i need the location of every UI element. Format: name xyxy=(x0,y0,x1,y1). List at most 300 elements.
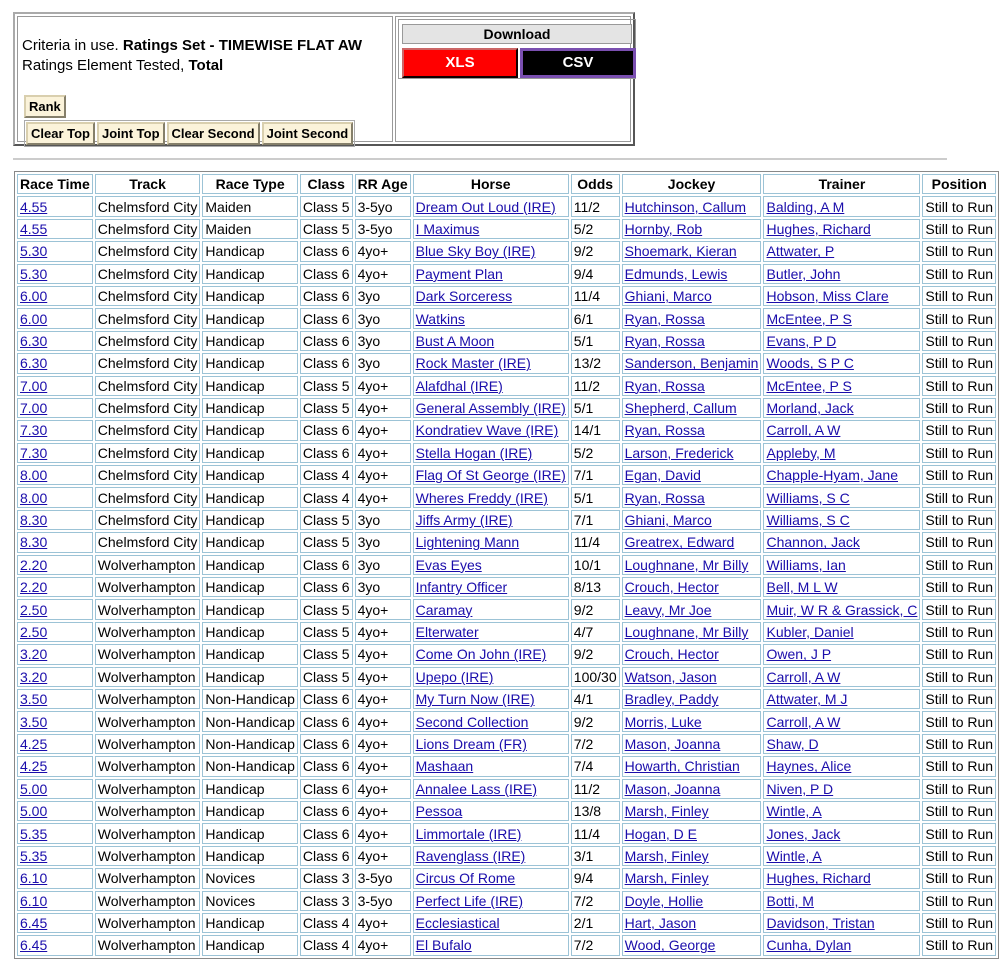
track-cell: Wolverhampton xyxy=(95,846,201,866)
position-cell: Still to Run xyxy=(922,510,996,530)
odds-cell: 9/4 xyxy=(571,868,620,888)
race-time-link[interactable]: 4.25 xyxy=(20,758,48,775)
horse-link[interactable]: Wheres Freddy (IRE) xyxy=(415,489,548,506)
jockey-link[interactable]: Ryan, Rossa xyxy=(624,377,705,394)
horse-link[interactable]: Dream Out Loud (IRE) xyxy=(415,198,556,215)
horse-link[interactable]: Elterwater xyxy=(415,624,479,640)
age-cell: 3yo xyxy=(355,555,411,575)
horse-link[interactable]: Dark Sorceress xyxy=(415,288,513,305)
class-cell: Class 6 xyxy=(300,241,353,261)
jockey-link[interactable]: Sanderson, Benjamin xyxy=(624,355,759,372)
race-time-link[interactable]: 6.00 xyxy=(20,288,48,305)
jockey-link[interactable]: Ghiani, Marco xyxy=(624,512,712,529)
header-race-time: Race Time xyxy=(17,174,93,194)
track-cell: Chelmsford City xyxy=(95,241,201,261)
jockey-cell xyxy=(622,913,762,933)
jockey-link[interactable]: Leavy, Mr Joe xyxy=(624,601,712,618)
jockey-link[interactable]: Loughnane, Mr Billy xyxy=(624,624,749,640)
age-cell: 3yo xyxy=(355,577,411,597)
race-time-link[interactable]: 7.00 xyxy=(20,377,48,394)
trainer-cell xyxy=(763,465,920,485)
table-row xyxy=(17,779,996,799)
odds-cell: 9/2 xyxy=(571,711,620,731)
horse-cell xyxy=(413,913,569,933)
table-row xyxy=(17,913,996,933)
horse-link[interactable]: El Bufalo xyxy=(415,937,472,954)
class-cell: Class 6 xyxy=(300,734,353,754)
track-cell: Chelmsford City xyxy=(95,487,201,507)
trainer-link[interactable]: Channon, Jack xyxy=(766,534,860,551)
trainer-link[interactable]: Hughes, Richard xyxy=(766,220,871,237)
jockey-link[interactable]: Ghiani, Marco xyxy=(624,288,712,305)
odds-cell: 3/1 xyxy=(571,846,620,866)
table-row xyxy=(17,219,996,239)
criteria-info xyxy=(17,16,393,142)
race-time-link[interactable]: 3.50 xyxy=(20,713,48,730)
age-cell: 4yo+ xyxy=(355,420,411,440)
trainer-link[interactable]: Morland, Jack xyxy=(766,400,854,417)
race-type-cell: Novices xyxy=(202,868,298,888)
race-time-link[interactable]: 5.00 xyxy=(20,803,48,820)
trainer-link[interactable]: Bell, M L W xyxy=(766,579,838,596)
race-time-cell xyxy=(17,443,93,463)
trainer-link[interactable]: Niven, P D xyxy=(766,780,834,797)
position-cell: Still to Run xyxy=(922,667,996,687)
table-row xyxy=(17,465,996,485)
jockey-link[interactable]: Howarth, Christian xyxy=(624,758,740,775)
race-time-link[interactable]: 2.20 xyxy=(20,556,48,573)
trainer-link[interactable]: Kubler, Daniel xyxy=(766,624,854,640)
trainer-link[interactable]: Carroll, A W xyxy=(766,422,841,439)
trainer-cell xyxy=(763,420,920,440)
horse-link[interactable]: Pessoa xyxy=(415,803,463,820)
class-cell: Class 6 xyxy=(300,756,353,776)
horse-cell xyxy=(413,801,569,821)
horse-link[interactable]: Annalee Lass (IRE) xyxy=(415,780,538,797)
horse-cell xyxy=(413,331,569,351)
odds-cell: 11/2 xyxy=(571,196,620,216)
horse-link[interactable]: Watkins xyxy=(415,310,465,327)
position-cell: Still to Run xyxy=(922,935,996,955)
odds-cell: 9/2 xyxy=(571,241,620,261)
jockey-link[interactable]: Larson, Frederick xyxy=(624,444,734,461)
race-time-link[interactable]: 8.30 xyxy=(20,534,48,551)
position-cell: Still to Run xyxy=(922,801,996,821)
clear-second-button[interactable]: Clear Second xyxy=(167,122,260,145)
age-cell: 4yo+ xyxy=(355,465,411,485)
trainer-cell xyxy=(763,734,920,754)
race-type-cell: Handicap xyxy=(202,577,298,597)
jockey-link[interactable]: Watson, Jason xyxy=(624,668,717,685)
race-time-link[interactable]: 2.50 xyxy=(20,624,48,640)
trainer-link[interactable]: Owen, J P xyxy=(766,646,832,663)
jockey-cell xyxy=(622,846,762,866)
rank-button[interactable]: Rank xyxy=(24,95,66,118)
jockey-link[interactable]: Crouch, Hector xyxy=(624,646,719,663)
class-cell: Class 5 xyxy=(300,510,353,530)
race-time-cell xyxy=(17,376,93,396)
horse-link[interactable]: Stella Hogan (IRE) xyxy=(415,444,533,461)
trainer-link[interactable]: McEntee, P S xyxy=(766,310,852,327)
jockey-link[interactable]: Wood, George xyxy=(624,937,716,954)
track-cell: Wolverhampton xyxy=(95,599,201,619)
track-cell: Chelmsford City xyxy=(95,376,201,396)
horse-link[interactable]: General Assembly (IRE) xyxy=(415,400,566,417)
track-cell: Chelmsford City xyxy=(95,443,201,463)
horse-link[interactable]: Perfect Life (IRE) xyxy=(415,892,523,909)
table-row xyxy=(17,823,996,843)
race-time-link[interactable]: 5.35 xyxy=(20,847,48,864)
jockey-link[interactable]: Marsh, Finley xyxy=(624,847,709,864)
jockey-cell xyxy=(622,644,762,664)
jockey-link[interactable]: Loughnane, Mr Billy xyxy=(624,556,749,573)
header-track: Track xyxy=(95,174,201,194)
jockey-link[interactable]: Edmunds, Lewis xyxy=(624,265,728,282)
jockey-cell xyxy=(622,577,762,597)
odds-cell: 11/4 xyxy=(571,532,620,552)
horse-cell xyxy=(413,196,569,216)
trainer-cell xyxy=(763,532,920,552)
jockey-link[interactable]: Ryan, Rossa xyxy=(624,489,705,506)
class-cell: Class 6 xyxy=(300,264,353,284)
horse-link[interactable]: I Maximus xyxy=(415,220,480,237)
horse-cell xyxy=(413,868,569,888)
track-cell: Wolverhampton xyxy=(95,644,201,664)
jockey-link[interactable]: Hart, Jason xyxy=(624,915,697,932)
trainer-link[interactable]: Williams, S C xyxy=(766,489,850,506)
jockey-link[interactable]: Hutchinson, Callum xyxy=(624,198,746,215)
race-time-link[interactable]: 6.45 xyxy=(20,937,48,954)
jockey-link[interactable]: Hogan, D E xyxy=(624,825,697,842)
jockey-cell xyxy=(622,398,762,418)
race-type-cell: Novices xyxy=(202,891,298,911)
table-row xyxy=(17,644,996,664)
jockey-link[interactable]: Mason, Joanna xyxy=(624,735,721,752)
trainer-link[interactable]: Balding, A M xyxy=(766,198,845,215)
race-time-link[interactable]: 8.00 xyxy=(20,489,48,506)
trainer-link[interactable]: Evans, P D xyxy=(766,332,837,349)
jockey-cell xyxy=(622,420,762,440)
trainer-link[interactable]: Appleby, M xyxy=(766,444,836,461)
download-panel xyxy=(395,16,631,142)
jockey-cell xyxy=(622,756,762,776)
horse-link[interactable]: Rock Master (IRE) xyxy=(415,355,531,372)
race-time-cell xyxy=(17,644,93,664)
race-time-link[interactable]: 6.30 xyxy=(20,332,48,349)
horse-cell xyxy=(413,510,569,530)
race-time-cell xyxy=(17,331,93,351)
trainer-link[interactable]: Cunha, Dylan xyxy=(766,937,852,954)
age-cell: 4yo+ xyxy=(355,689,411,709)
jockey-link[interactable]: Ryan, Rossa xyxy=(624,332,705,349)
table-row xyxy=(17,622,996,642)
race-type-cell: Handicap xyxy=(202,667,298,687)
horse-link[interactable]: Infantry Officer xyxy=(415,579,508,596)
horse-link[interactable]: Flag Of St George (IRE) xyxy=(415,467,566,484)
jockey-link[interactable]: Bradley, Paddy xyxy=(624,691,719,708)
trainer-link[interactable]: Davidson, Tristan xyxy=(766,915,875,932)
trainer-cell xyxy=(763,935,920,955)
table-row xyxy=(17,353,996,373)
horse-link[interactable]: Lions Dream (FR) xyxy=(415,735,527,752)
race-time-link[interactable]: 2.20 xyxy=(20,579,48,596)
race-time-link[interactable]: 3.20 xyxy=(20,646,48,663)
jockey-link[interactable]: Shepherd, Callum xyxy=(624,400,737,417)
jockey-link[interactable]: Marsh, Finley xyxy=(624,870,709,887)
horse-link[interactable]: Ecclesiastical xyxy=(415,915,500,932)
trainer-link[interactable]: Hobson, Miss Clare xyxy=(766,288,889,305)
clear-top-button[interactable]: Clear Top xyxy=(26,122,95,145)
race-time-cell xyxy=(17,532,93,552)
jockey-link[interactable]: Morris, Luke xyxy=(624,713,702,730)
race-type-cell: Handicap xyxy=(202,510,298,530)
jockey-link[interactable]: Ryan, Rossa xyxy=(624,422,705,439)
jockey-cell xyxy=(622,555,762,575)
jockey-link[interactable]: Marsh, Finley xyxy=(624,803,709,820)
horse-link[interactable]: Jiffs Army (IRE) xyxy=(415,512,513,529)
track-cell: Chelmsford City xyxy=(95,532,201,552)
odds-cell: 13/2 xyxy=(571,353,620,373)
race-time-link[interactable]: 4.55 xyxy=(20,220,48,237)
race-time-link[interactable]: 3.20 xyxy=(20,668,48,685)
horse-link[interactable]: Limmortale (IRE) xyxy=(415,825,522,842)
position-cell: Still to Run xyxy=(922,353,996,373)
position-cell: Still to Run xyxy=(922,913,996,933)
race-type-cell: Handicap xyxy=(202,913,298,933)
race-time-link[interactable]: 4.55 xyxy=(20,198,48,215)
ratings-element-label: Ratings Element Tested, xyxy=(22,57,185,74)
horse-cell xyxy=(413,935,569,955)
jockey-link[interactable]: Shoemark, Kieran xyxy=(624,243,737,260)
position-cell: Still to Run xyxy=(922,823,996,843)
class-cell: Class 4 xyxy=(300,935,353,955)
trainer-link[interactable]: Williams, S C xyxy=(766,512,850,529)
jockey-cell xyxy=(622,891,762,911)
table-row xyxy=(17,398,996,418)
horse-link[interactable]: Upepo (IRE) xyxy=(415,668,494,685)
jockey-cell xyxy=(622,196,762,216)
trainer-cell xyxy=(763,711,920,731)
header-position: Position xyxy=(922,174,996,194)
joint-second-button[interactable]: Joint Second xyxy=(262,122,354,145)
race-type-cell: Handicap xyxy=(202,846,298,866)
horse-link[interactable]: Payment Plan xyxy=(415,265,503,282)
trainer-cell xyxy=(763,913,920,933)
horse-link[interactable]: Bust A Moon xyxy=(415,332,495,349)
horse-link[interactable]: Circus Of Rome xyxy=(415,870,516,887)
jockey-link[interactable]: Ryan, Rossa xyxy=(624,310,705,327)
trainer-link[interactable]: Hughes, Richard xyxy=(766,870,871,887)
trainer-cell xyxy=(763,264,920,284)
trainer-cell xyxy=(763,286,920,306)
trainer-link[interactable]: Attwater, M J xyxy=(766,691,848,708)
track-cell: Wolverhampton xyxy=(95,913,201,933)
trainer-link[interactable]: Carroll, A W xyxy=(766,668,841,685)
position-cell: Still to Run xyxy=(922,376,996,396)
trainer-link[interactable]: Carroll, A W xyxy=(766,713,841,730)
trainer-link[interactable]: Chapple-Hyam, Jane xyxy=(766,467,898,484)
horse-cell xyxy=(413,286,569,306)
horse-cell xyxy=(413,465,569,485)
table-row xyxy=(17,891,996,911)
horse-link[interactable]: Mashaan xyxy=(415,758,474,775)
joint-top-button[interactable]: Joint Top xyxy=(97,122,165,145)
race-time-link[interactable]: 6.30 xyxy=(20,355,48,372)
jockey-cell xyxy=(622,264,762,284)
race-time-cell xyxy=(17,913,93,933)
trainer-link[interactable]: Muir, W R & Grassick, C xyxy=(766,601,918,618)
race-time-link[interactable]: 7.00 xyxy=(20,400,48,417)
trainer-link[interactable]: Shaw, D xyxy=(766,735,819,752)
race-time-cell xyxy=(17,734,93,754)
race-time-link[interactable]: 3.50 xyxy=(20,691,48,708)
race-type-cell: Non-Handicap xyxy=(202,734,298,754)
age-cell: 4yo+ xyxy=(355,823,411,843)
table-row xyxy=(17,532,996,552)
odds-cell: 11/4 xyxy=(571,823,620,843)
odds-cell: 5/2 xyxy=(571,443,620,463)
age-cell: 4yo+ xyxy=(355,622,411,642)
horse-cell xyxy=(413,599,569,619)
trainer-link[interactable]: Williams, Ian xyxy=(766,556,846,573)
odds-cell: 11/4 xyxy=(571,286,620,306)
race-time-cell xyxy=(17,667,93,687)
horse-cell xyxy=(413,711,569,731)
trainer-link[interactable]: Haynes, Alice xyxy=(766,758,852,775)
class-cell: Class 6 xyxy=(300,286,353,306)
trainer-cell xyxy=(763,398,920,418)
horse-link[interactable]: Kondratiev Wave (IRE) xyxy=(415,422,559,439)
trainer-link[interactable]: Woods, S P C xyxy=(766,355,854,372)
xls-download-button[interactable]: XLS xyxy=(402,48,518,78)
race-type-cell: Handicap xyxy=(202,599,298,619)
age-cell: 4yo+ xyxy=(355,487,411,507)
race-type-cell: Handicap xyxy=(202,487,298,507)
table-row xyxy=(17,868,996,888)
table-row xyxy=(17,331,996,351)
track-cell: Wolverhampton xyxy=(95,868,201,888)
age-cell: 4yo+ xyxy=(355,264,411,284)
track-cell: Chelmsford City xyxy=(95,510,201,530)
race-time-cell xyxy=(17,599,93,619)
class-cell: Class 5 xyxy=(300,376,353,396)
class-cell: Class 5 xyxy=(300,196,353,216)
table-row xyxy=(17,264,996,284)
race-time-cell xyxy=(17,868,93,888)
race-time-link[interactable]: 6.00 xyxy=(20,310,48,327)
race-time-link[interactable]: 8.00 xyxy=(20,467,48,484)
track-cell: Chelmsford City xyxy=(95,465,201,485)
trainer-cell xyxy=(763,823,920,843)
track-cell: Wolverhampton xyxy=(95,891,201,911)
ratings-set-value: Ratings Set - TIMEWISE FLAT AW xyxy=(122,37,363,54)
horse-link[interactable]: Alafdhal (IRE) xyxy=(415,377,503,394)
race-time-cell xyxy=(17,711,93,731)
jockey-link[interactable]: Hornby, Rob xyxy=(624,220,703,237)
race-type-cell: Handicap xyxy=(202,823,298,843)
age-cell: 3-5yo xyxy=(355,196,411,216)
age-cell: 4yo+ xyxy=(355,644,411,664)
horse-link[interactable]: Second Collection xyxy=(415,713,529,730)
horse-link[interactable]: My Turn Now (IRE) xyxy=(415,691,535,708)
race-type-cell: Handicap xyxy=(202,801,298,821)
download-title: Download xyxy=(402,24,632,44)
class-cell: Class 5 xyxy=(300,398,353,418)
race-time-link[interactable]: 8.30 xyxy=(20,512,48,529)
trainer-link[interactable]: Jones, Jack xyxy=(766,825,841,842)
horse-link[interactable]: Caramay xyxy=(415,601,473,618)
race-time-link[interactable]: 6.45 xyxy=(20,915,48,932)
race-time-link[interactable]: 5.35 xyxy=(20,825,48,842)
position-cell: Still to Run xyxy=(922,264,996,284)
horse-link[interactable]: Blue Sky Boy (IRE) xyxy=(415,243,536,260)
race-time-cell xyxy=(17,689,93,709)
race-type-cell: Non-Handicap xyxy=(202,711,298,731)
trainer-link[interactable]: McEntee, P S xyxy=(766,377,852,394)
horse-link[interactable]: Evas Eyes xyxy=(415,556,482,573)
position-cell: Still to Run xyxy=(922,465,996,485)
race-time-link[interactable]: 5.30 xyxy=(20,265,48,282)
trainer-cell xyxy=(763,689,920,709)
race-time-link[interactable]: 7.30 xyxy=(20,444,48,461)
jockey-link[interactable]: Mason, Joanna xyxy=(624,780,721,797)
race-time-link[interactable]: 6.10 xyxy=(20,892,48,909)
track-cell: Wolverhampton xyxy=(95,555,201,575)
track-cell: Chelmsford City xyxy=(95,219,201,239)
age-cell: 3yo xyxy=(355,510,411,530)
horse-link[interactable]: Ravenglass (IRE) xyxy=(415,847,526,864)
race-time-link[interactable]: 5.30 xyxy=(20,243,48,260)
horse-link[interactable]: Come On John (IRE) xyxy=(415,646,547,663)
horse-cell xyxy=(413,219,569,239)
trainer-cell xyxy=(763,241,920,261)
race-time-link[interactable]: 6.10 xyxy=(20,870,48,887)
race-time-cell xyxy=(17,622,93,642)
age-cell: 4yo+ xyxy=(355,734,411,754)
horse-link[interactable]: Lightening Mann xyxy=(415,534,520,551)
class-cell: Class 6 xyxy=(300,779,353,799)
trainer-link[interactable]: Attwater, P xyxy=(766,243,835,260)
race-time-link[interactable]: 2.50 xyxy=(20,601,48,618)
csv-download-button[interactable]: CSV xyxy=(520,48,636,78)
jockey-link[interactable]: Greatrex, Edward xyxy=(624,534,735,551)
race-time-link[interactable]: 5.00 xyxy=(20,780,48,797)
jockey-cell xyxy=(622,599,762,619)
race-time-link[interactable]: 4.25 xyxy=(20,735,48,752)
race-time-link[interactable]: 7.30 xyxy=(20,422,48,439)
horse-cell xyxy=(413,644,569,664)
odds-cell: 9/4 xyxy=(571,264,620,284)
jockey-link[interactable]: Egan, David xyxy=(624,467,701,484)
jockey-cell xyxy=(622,779,762,799)
jockey-link[interactable]: Crouch, Hector xyxy=(624,579,719,596)
jockey-cell xyxy=(622,510,762,530)
trainer-link[interactable]: Botti, M xyxy=(766,892,814,909)
table-row xyxy=(17,308,996,328)
trainer-link[interactable]: Wintle, A xyxy=(766,847,822,864)
jockey-link[interactable]: Doyle, Hollie xyxy=(624,892,704,909)
track-cell: Wolverhampton xyxy=(95,622,201,642)
trainer-cell xyxy=(763,801,920,821)
trainer-cell xyxy=(763,756,920,776)
trainer-cell xyxy=(763,846,920,866)
trainer-link[interactable]: Wintle, A xyxy=(766,803,822,820)
race-type-cell: Handicap xyxy=(202,398,298,418)
trainer-link[interactable]: Butler, John xyxy=(766,265,841,282)
horse-cell xyxy=(413,398,569,418)
odds-cell: 10/1 xyxy=(571,555,620,575)
race-time-cell xyxy=(17,555,93,575)
